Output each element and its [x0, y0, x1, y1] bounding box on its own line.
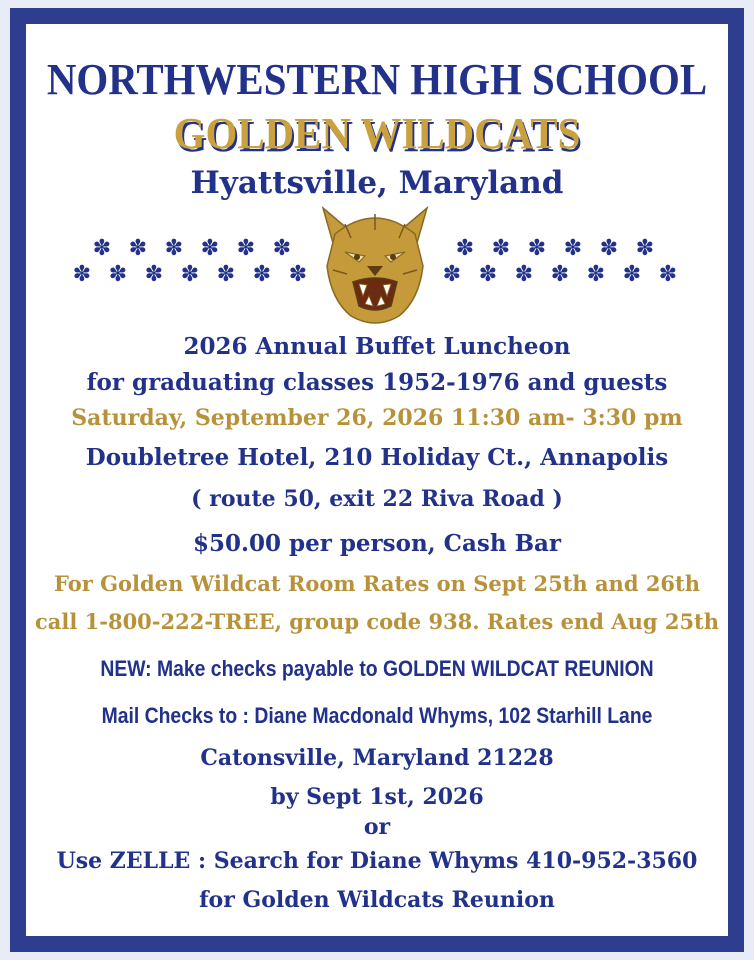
paw-print-icon: ✽ [108, 262, 128, 287]
paw-print-icon: ✽ [478, 262, 498, 287]
mail-city: Catonsville, Maryland 21228 [200, 745, 554, 771]
school-name: NORTHWESTERN HIGH SCHOOL [46, 55, 708, 104]
paw-print-icon: ✽ [272, 236, 292, 261]
paw-row-right-bottom [440, 264, 680, 286]
paw-row-left-bottom [70, 264, 310, 286]
paw-print-icon: ✽ [586, 262, 606, 287]
or-separator: or [363, 814, 391, 840]
paw-print-icon: ✽ [288, 262, 308, 287]
paw-print-icon: ✽ [527, 236, 547, 261]
event-title: 2026 Annual Buffet Luncheon [183, 333, 571, 360]
school-location: Hyattsville, Maryland [190, 165, 564, 201]
paw-print-icon: ✽ [563, 236, 583, 261]
mascot-name: GOLDEN WILDCATS [173, 109, 581, 158]
paw-print-icon: ✽ [252, 262, 272, 287]
paw-print-icon: ✽ [622, 262, 642, 287]
paw-print-icon: ✽ [92, 236, 112, 261]
paw-print-icon: ✽ [180, 262, 200, 287]
paw-print-icon: ✽ [550, 262, 570, 287]
paw-print-icon: ✽ [144, 262, 164, 287]
event-datetime: Saturday, September 26, 2026 11:30 am- 3:30 pm [71, 405, 683, 431]
paw-print-icon: ✽ [491, 236, 511, 261]
paw-print-icon: ✽ [236, 236, 256, 261]
paw-print-icon: ✽ [635, 236, 655, 261]
paw-print-icon: ✽ [72, 262, 92, 287]
event-audience: for graduating classes 1952-1976 and guests [86, 369, 668, 396]
event-price: $50.00 per person, Cash Bar [192, 530, 562, 557]
paw-print-icon: ✽ [455, 236, 475, 261]
event-venue: Doubletree Hotel, 210 Holiday Ct., Annapolis [85, 444, 669, 471]
zelle-instructions: Use ZELLE : Search for Diane Whyms 410-952-3560 [56, 848, 698, 874]
paw-print-icon: ✽ [200, 236, 220, 261]
wildcat-head-icon [315, 204, 435, 328]
paw-print-icon: ✽ [442, 262, 462, 287]
paw-row-right-top [453, 238, 657, 260]
paw-print-icon: ✽ [658, 262, 678, 287]
paw-print-icon: ✽ [164, 236, 184, 261]
checks-payable: NEW: Make checks payable to GOLDEN WILDCAT REUNION [100, 656, 654, 681]
zelle-note: for Golden Wildcats Reunion [199, 887, 555, 913]
paw-row-left-top [90, 238, 294, 260]
paw-print-icon: ✽ [514, 262, 534, 287]
event-directions: ( route 50, exit 22 Riva Road ) [191, 486, 563, 512]
paw-print-icon: ✽ [128, 236, 148, 261]
room-rates-line-1: For Golden Wildcat Room Rates on Sept 25th and 26th [53, 571, 701, 596]
payment-deadline: by Sept 1st, 2026 [270, 784, 484, 810]
mail-checks-to: Mail Checks to : Diane Macdonald Whyms, 102 Starhill Lane [101, 703, 653, 728]
paw-print-icon: ✽ [216, 262, 236, 287]
room-rates-line-2: call 1-800-222-TREE, group code 938. Rates end Aug 25th [34, 609, 720, 634]
paw-print-icon: ✽ [599, 236, 619, 261]
